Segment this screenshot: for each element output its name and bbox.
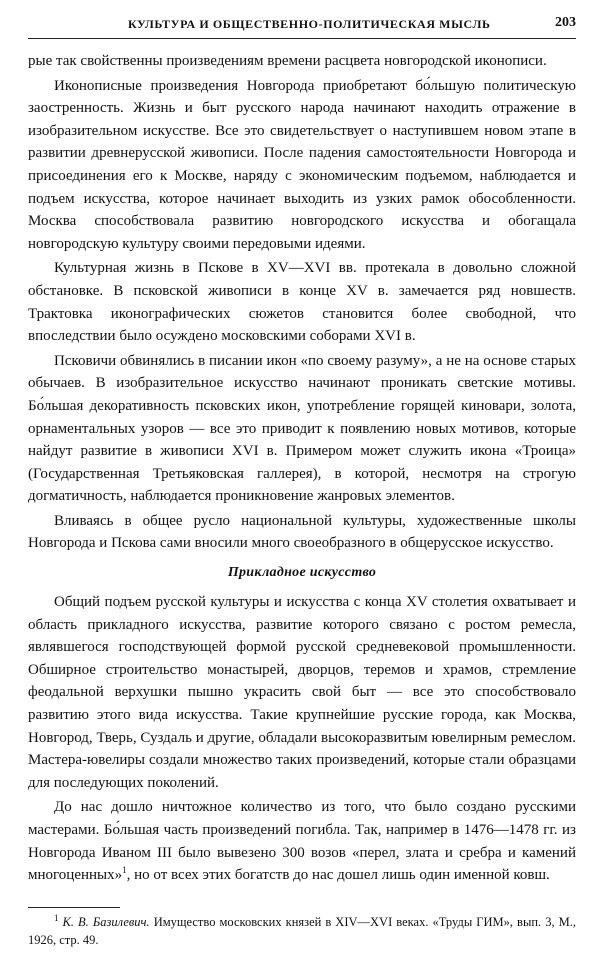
paragraph-surviving-works bbox=[28, 796, 576, 886]
running-head: КУЛЬТУРА И ОБЩЕСТВЕННО-ПОЛИТИЧЕСКАЯ МЫСЛЬ bbox=[128, 17, 491, 31]
footnote-mark: 1 bbox=[54, 912, 59, 923]
paragraph-pskov-culture: Культурная жизнь в Пскове в XV—XVI вв. протекала в довольно сложной обстановке. В псковской живописи в конце XV в. замечается ряд новшеств. Трактовка иконографических сюжетов становится более свободной, что впоследствии было осуждено московскими соборами XVI в. bbox=[28, 260, 576, 345]
paragraph-surviving-works-text: До нас дошло ничтожное количество из того, что было создано русскими мастерами. Бо́льшая часть произведений погибла. Так, например в 1476—1478 гг. из Новгорода Иваном III было вывезено 300 возов «перел, злата и сребра и камений многоценных» bbox=[28, 799, 576, 884]
page-body bbox=[28, 50, 576, 887]
footnote bbox=[28, 913, 576, 949]
section-title: Прикладное искусство bbox=[227, 565, 377, 581]
page-header bbox=[28, 12, 576, 39]
footnote-text: Имущество московских князей в XIV—XVI веках. «Труды ГИМ», вып. 3, М., 1926, стр. 49. bbox=[28, 915, 577, 947]
footnote-reference[interactable]: 1 bbox=[122, 865, 127, 876]
paragraph-novgorod-icons: Иконописные произведения Новгорода приобретают бо́льшую политическую заостренность. Жизнь и быт русского народа начинают находить отражение в изобразительном искусстве. Все это свидетельствует о наступившем новом этапе в развитии древнерусской живописи. После падения самостоятельности Новгорода и присоединения его к Москве, наряду с экономическим подъемом, наблюдается и подъем искусства, которое начинает выходить из узких рамок обособленности. Москва способствовала развитию новгородского искусства и обогащала новгородскую культуру своими передовыми идеями. bbox=[28, 77, 576, 252]
page-number: 203 bbox=[555, 15, 576, 30]
footnote-divider bbox=[28, 907, 120, 908]
paragraph-schools: Вливаясь в общее русло национальной культуры, художественные школы Новгорода и Пскова сами вносили много своеобразного в общерусское искусство. bbox=[28, 512, 576, 552]
paragraph-surviving-works-tail: , но от всех этих богатств до нас дошел лишь один именной ковш. bbox=[126, 867, 550, 884]
paragraph-applied-art: Общий подъем русской культуры и искусства с конца XV столетия охватывает и область прикладного искусства, развитие которого связано с ростом ремесла, являвшегося господствующей формой русской средневековой промышленности. Обширное строительство монастырей, дворцов, теремов и храмов, стремление феодальной верхушки пышно украсить свой быт — все это способствовало развитию этого вида искусства. Такие крупнейшие русские города, как Москва, Новгород, Тверь, Суздаль и другие, обладали высокоразвитым ювелирным ремеслом. Мастера-ювелиры создали множество таких произведений, которые стали образцами для последующих поколений. bbox=[28, 594, 576, 791]
paragraph-pskov-painting: Псковичи обвинялись в писании икон «по своему разуму», а не на основе старых обычаев. В изобразительное искусство начинают проникать светские мотивы. Бо́льшая декоративность псковских икон, употребление горящей киновари, золота, орнаментальных узоров — все это приводит к появлению новых мотивов, которые найдут развитие в живописи XVI в. Примером может служить икона «Троица» (Государственная Третьяковская галлерея), в которой, несмотря на строгую догматичность, наблюдается проникновение жанровых элементов. bbox=[28, 352, 576, 505]
footnote-author: К. В. Базилевич. bbox=[62, 915, 150, 929]
paragraph-continued: рые так свойственны произведениям времени расцвета новгородской иконописи. bbox=[28, 53, 547, 69]
